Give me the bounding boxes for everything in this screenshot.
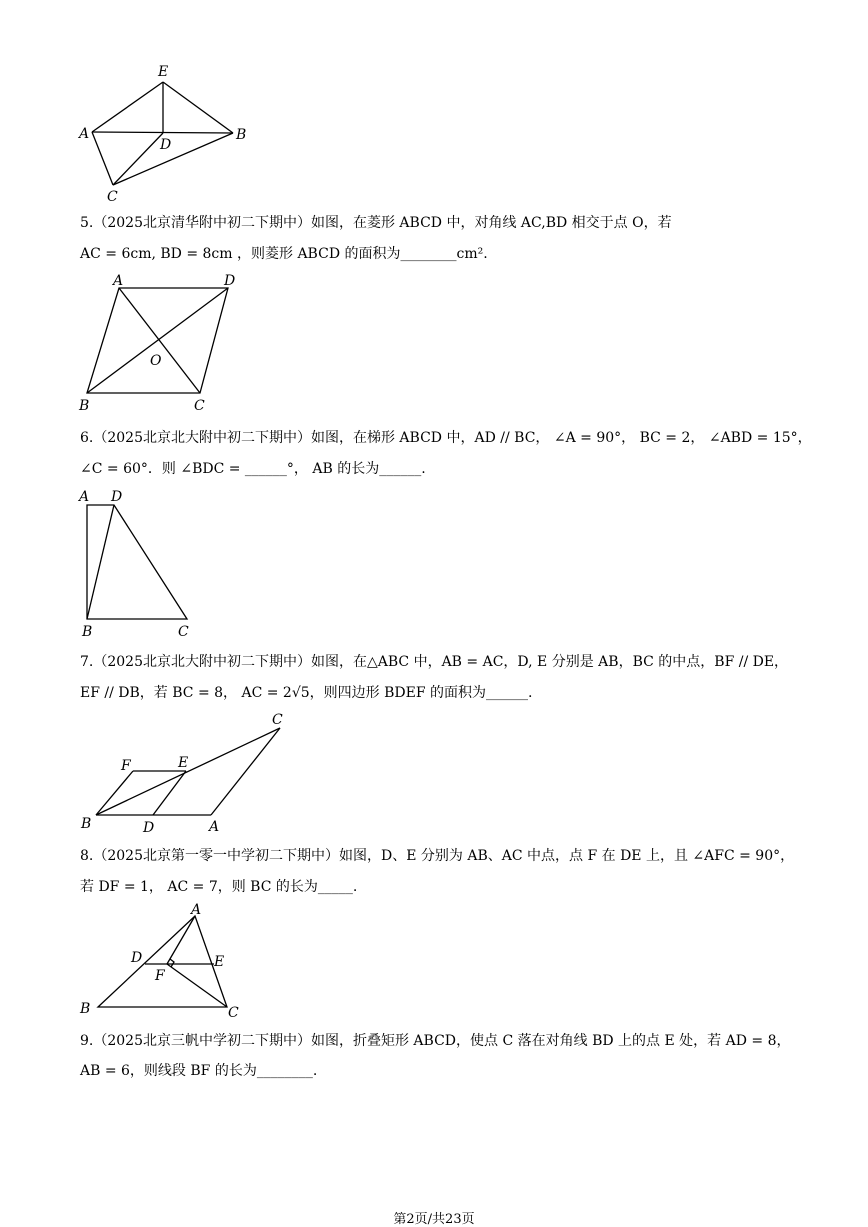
q6-text-line1: 6.（2025北京北大附中初二下期中）如图，在梯形 ABCD 中，AD // BC， ∠A = 90°， BC = 2， ∠ABD = 15°，	[80, 430, 812, 446]
segment-de	[153, 771, 186, 815]
label-e: E	[158, 64, 169, 80]
label-d: D	[143, 820, 155, 836]
segment-cd	[113, 133, 163, 185]
segment-af	[167, 916, 195, 964]
q5-text-line1: 5.（2025北京清华附中初二下期中）如图，在菱形 ABCD 中，对角线 AC,BD 相交于点 O，若	[80, 215, 672, 231]
figure-q7	[75, 710, 305, 840]
segment-bd	[87, 505, 114, 619]
label-f: F	[121, 758, 131, 774]
label-a: A	[113, 273, 124, 289]
label-c: C	[178, 624, 189, 640]
q7-text-line1: 7.（2025北京北大附中初二下期中）如图，在△ABC 中，AB = AC，D, E 分别是 AB，BC 的中点，BF // DE，	[80, 654, 789, 670]
q9-text-line2: AB = 6，则线段 BF 的长为________.	[80, 1063, 318, 1079]
label-b: B	[236, 127, 247, 143]
label-a: A	[209, 819, 220, 835]
segment-eb	[163, 82, 233, 133]
label-c: C	[272, 712, 283, 728]
label-c: C	[194, 398, 205, 414]
figure-q5	[75, 272, 245, 417]
q6-text-line2: ∠C = 60°．则 ∠BDC = ______°， AB 的长为______.	[80, 461, 426, 477]
label-e: E	[214, 954, 225, 970]
label-d: D	[131, 950, 143, 966]
q5-text-line2: AC = 6cm, BD = 8cm ，则菱形 ABCD 的面积为________cm².	[80, 246, 488, 262]
label-a: A	[79, 489, 90, 505]
label-o: O	[150, 353, 162, 369]
segment-ac	[211, 728, 280, 815]
label-d: D	[224, 273, 236, 289]
diagonal-ac	[119, 288, 200, 393]
label-b: B	[79, 398, 90, 414]
segment-cb	[113, 133, 233, 185]
q8-text-line1: 8.（2025北京第一零一中学初二下期中）如图，D、E 分别为 AB、AC 中点，点 F 在 DE 上，且 ∠AFC = 90°，	[80, 848, 795, 864]
label-a: A	[79, 126, 90, 142]
label-d: D	[160, 137, 172, 153]
q9-text-line1: 9.（2025北京三帆中学初二下期中）如图，折叠矩形 ABCD，使点 C 落在对角线 BD 上的点 E 处，若 AD = 8，	[80, 1033, 791, 1049]
page-number: 第2页/共23页	[393, 1212, 475, 1227]
trapezoid-abcd	[87, 505, 187, 619]
segment-fc	[167, 964, 227, 1007]
label-c: C	[228, 1005, 239, 1021]
label-e: E	[178, 755, 189, 771]
figure-q8	[75, 902, 250, 1022]
figure-q4	[70, 60, 260, 210]
diagonal-bd	[87, 288, 228, 393]
q8-text-line2: 若 DF = 1， AC = 7，则 BC 的长为_____.	[80, 879, 358, 895]
label-b: B	[82, 624, 93, 640]
label-a: A	[191, 902, 202, 918]
segment-bf	[96, 771, 133, 815]
segment-ae	[92, 82, 163, 132]
label-c: C	[107, 189, 118, 205]
label-f: F	[155, 968, 165, 984]
q7-text-line2: EF // DB，若 BC = 8， AC = 2√5，则四边形 BDEF 的面积为______.	[80, 685, 533, 701]
label-d: D	[111, 489, 123, 505]
label-b: B	[81, 816, 92, 832]
figure-q6	[75, 486, 205, 641]
segment-ac	[92, 132, 113, 185]
label-b: B	[80, 1001, 91, 1017]
